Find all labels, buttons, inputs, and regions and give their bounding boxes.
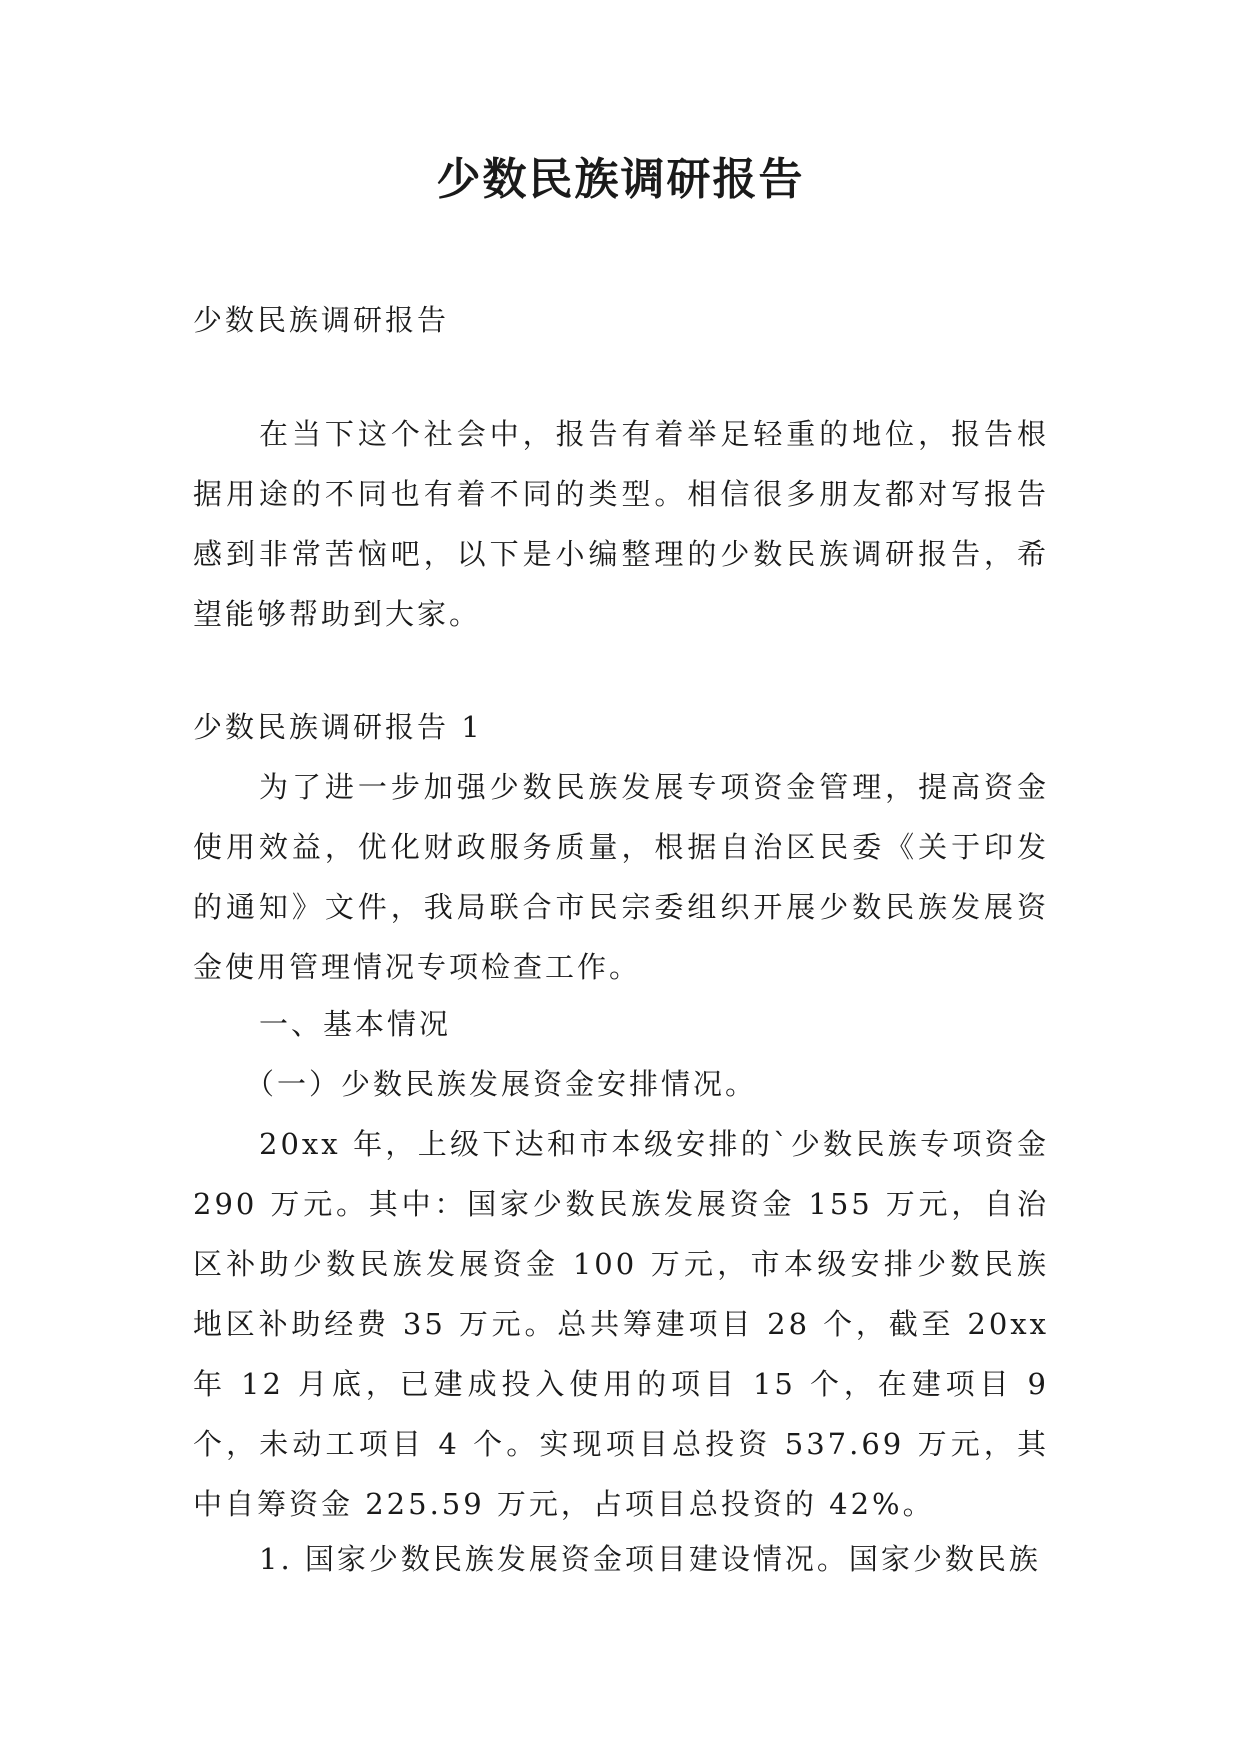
intro-paragraph: 在当下这个社会中，报告有着举足轻重的地位，报告根据用途的不同也有着不同的类型。相信很多朋友都对写报告感到非常苦恼吧，以下是小编整理的少数民族调研报告，希望能够帮助到大家。 (193, 417, 1049, 631)
document-title: 少数民族调研报告 (436, 154, 805, 205)
section-heading-basic-situation: 一、基本情况 (259, 1007, 452, 1041)
report-heading-1: 少数民族调研报告 1 (193, 710, 483, 744)
paragraph-purpose: 为了进一步加强少数民族发展专项资金管理，提高资金使用效益，优化财政服务质量，根据自治区民委《关于印发的通知》文件，我局联合市民宗委组织开展少数民族发展资金使用管理情况专项检查工作。 (193, 770, 1049, 984)
document-subtitle: 少数民族调研报告 (193, 303, 450, 337)
subsection-heading-fund-arrangement: （一）少数民族发展资金安排情况。 (245, 1067, 758, 1101)
list-item-national-fund: 1. 国家少数民族发展资金项目建设情况。国家少数民族 (259, 1542, 1041, 1576)
paragraph-fund-details: 20xx 年，上级下达和市本级安排的`少数民族专项资金 290 万元。其中：国家少数民族发展资金 155 万元，自治区补助少数民族发展资金 100 万元，市本级安排少数民族地区补助经费 35 万元。总共筹建项目 28 个，截至 20xx 年 12 月底，已建成投入使用的项目 15 个，在建项目 9 个，未动工项目 4 个。实现项目总投资 537.69 万元，其中自筹资金 225.59 万元，占项目总投资的 42%。 (193, 1127, 1049, 1521)
